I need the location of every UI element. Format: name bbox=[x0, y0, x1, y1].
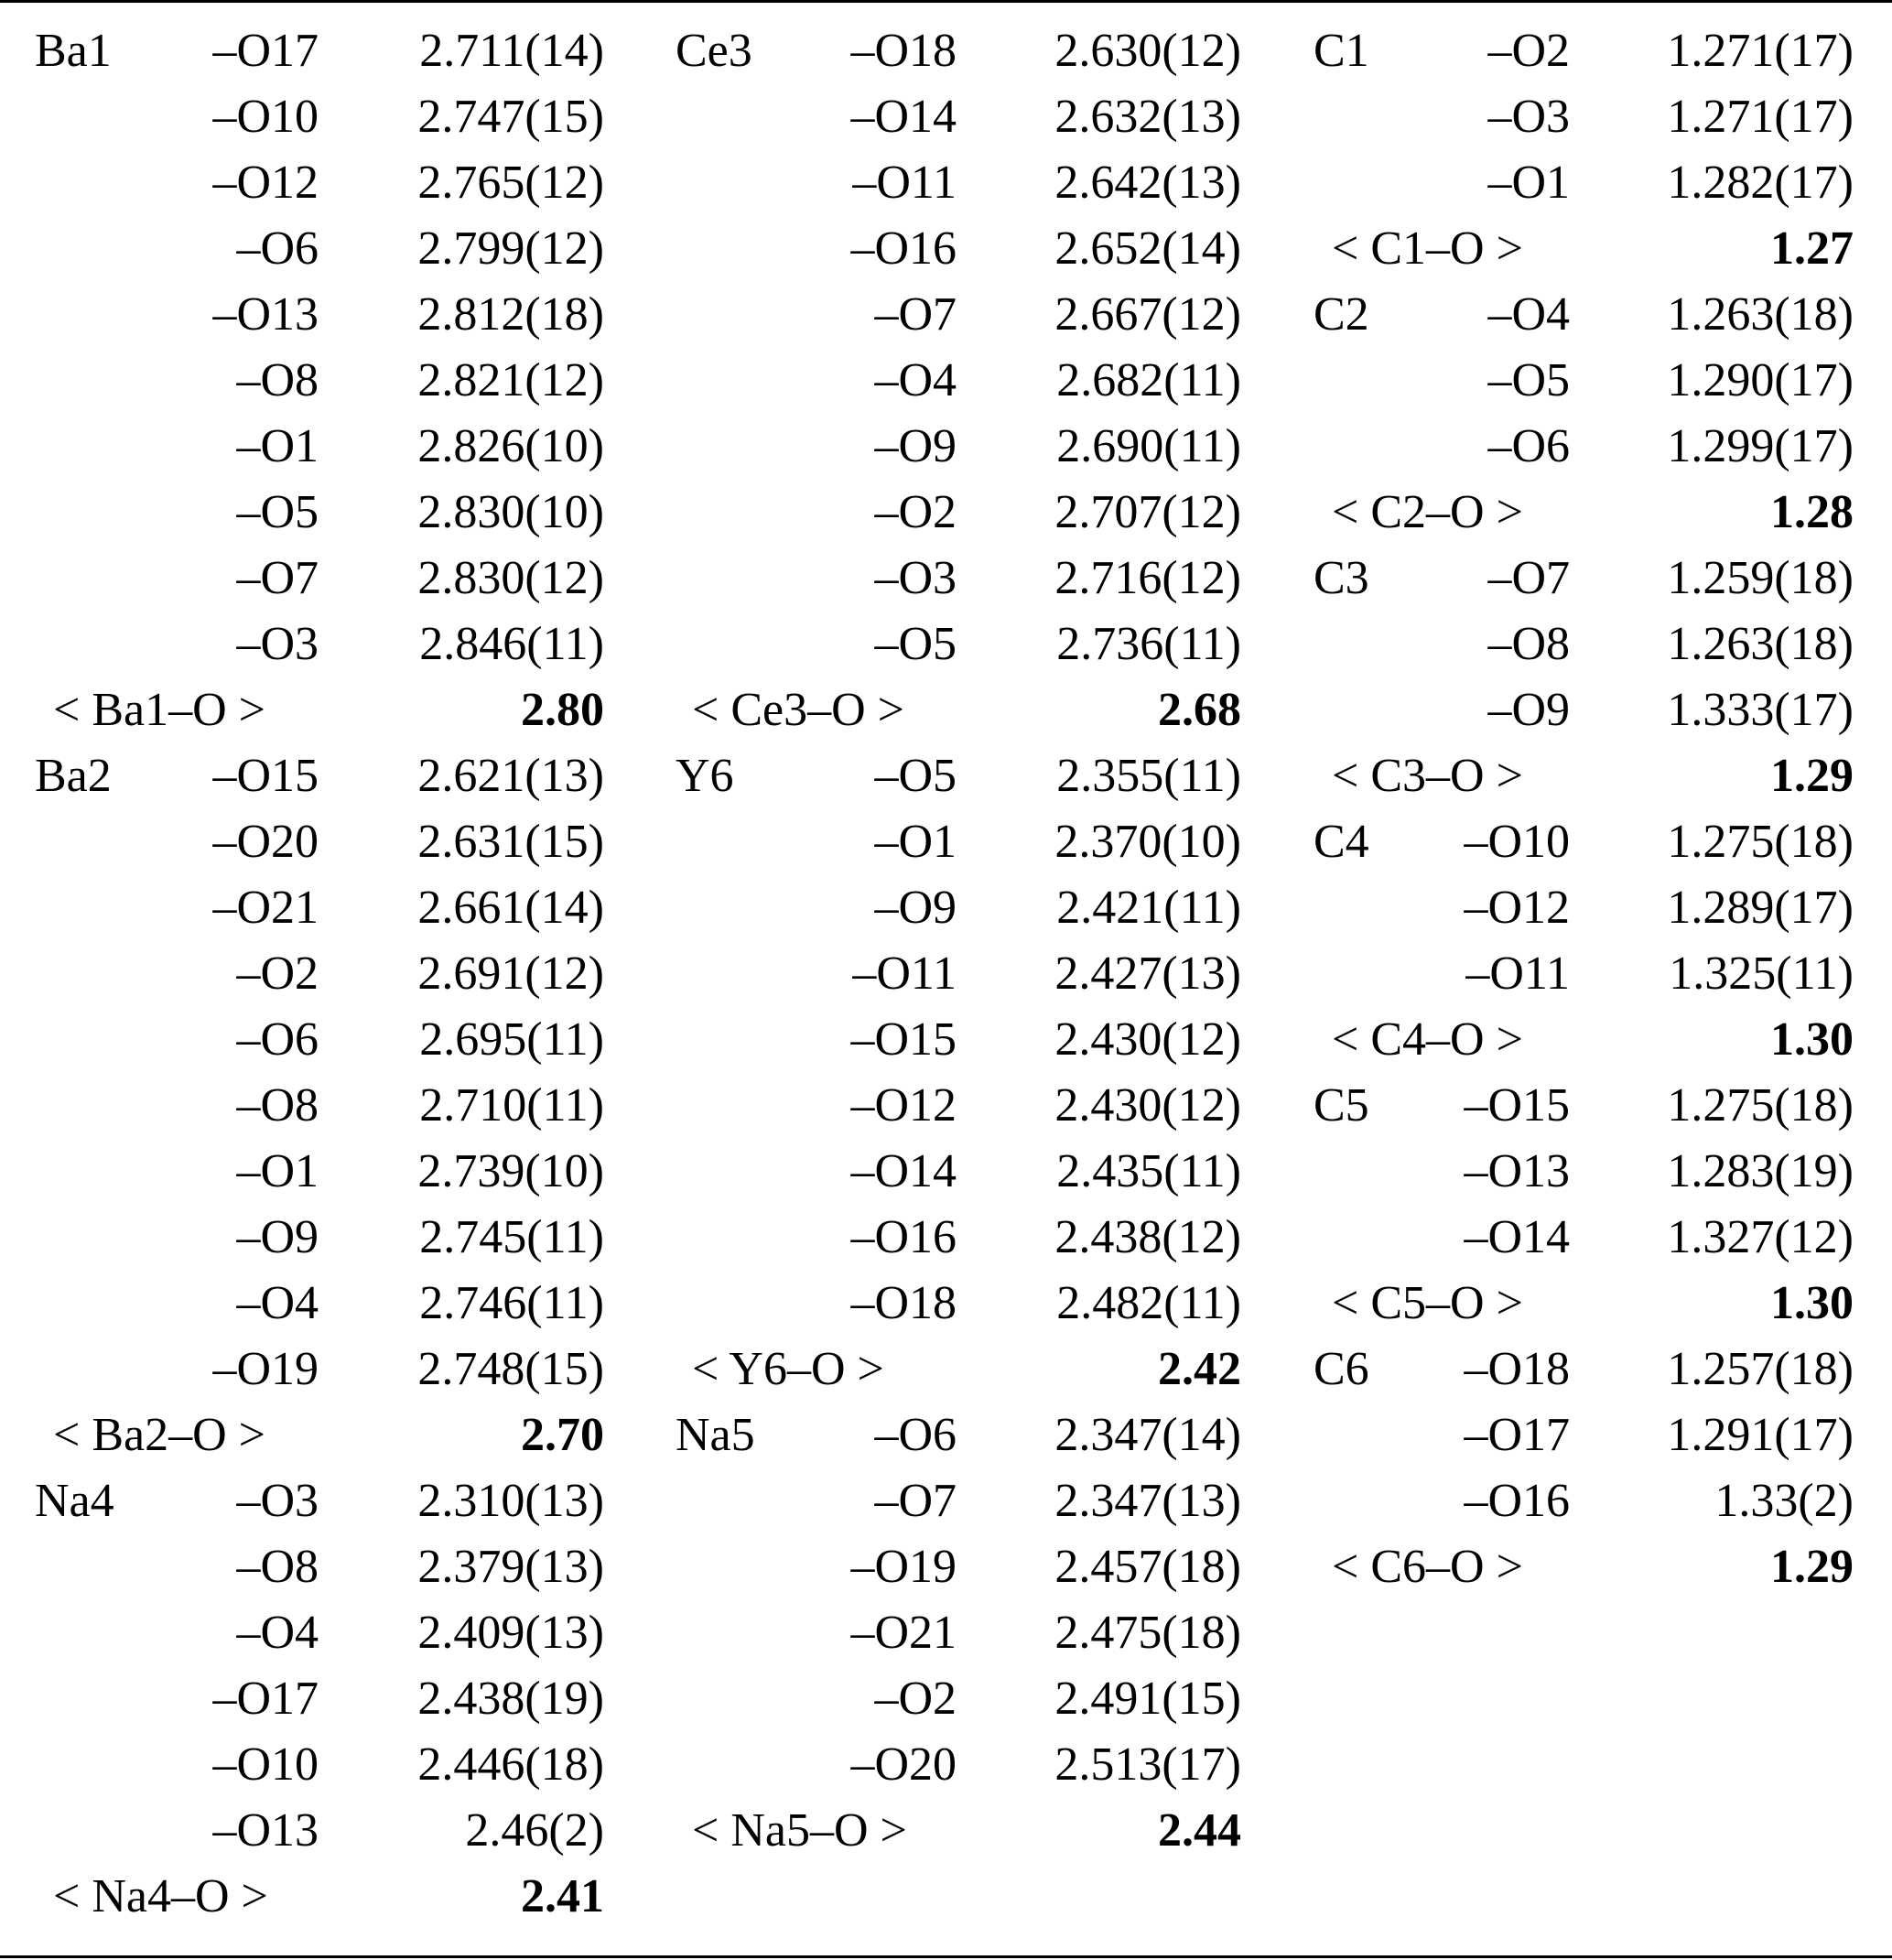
mean-distance-label: < C3–O > bbox=[1332, 750, 1523, 802]
bond-row bbox=[1314, 18, 1881, 84]
bond-row bbox=[35, 875, 676, 941]
ligand-atom: –O2 bbox=[874, 1673, 957, 1725]
ligand-atom: –O1 bbox=[1487, 157, 1570, 209]
ligand-atom: –O16 bbox=[850, 222, 957, 275]
mean-distance-row bbox=[676, 1798, 1316, 1864]
mean-distance-row bbox=[1314, 480, 1881, 546]
top-rule bbox=[0, 0, 1892, 3]
bond-row bbox=[35, 743, 676, 809]
mean-distance-label: < C2–O > bbox=[1332, 486, 1523, 538]
ligand-atom: –O13 bbox=[212, 1804, 319, 1857]
ligand-atom: –O3 bbox=[236, 1475, 319, 1527]
mean-distance-row bbox=[35, 1402, 676, 1468]
bond-distance: 2.430(12) bbox=[1054, 1079, 1241, 1132]
bond-row bbox=[35, 612, 676, 677]
bond-distance: 2.513(17) bbox=[1054, 1738, 1241, 1791]
bond-row bbox=[676, 18, 1316, 84]
mean-distance-row bbox=[35, 1864, 676, 1930]
central-atom: Y6 bbox=[676, 750, 734, 802]
central-atom: Ba2 bbox=[35, 750, 112, 802]
bond-distance: 1.283(19) bbox=[1667, 1145, 1854, 1197]
bond-row bbox=[35, 1205, 676, 1271]
bond-distance: 2.370(10) bbox=[1054, 816, 1241, 868]
ligand-atom: –O14 bbox=[850, 91, 957, 143]
ligand-atom: –O9 bbox=[236, 1211, 319, 1263]
bond-distance: 1.327(12) bbox=[1667, 1211, 1854, 1263]
bond-row bbox=[35, 1798, 676, 1864]
mean-distance-label: < C1–O > bbox=[1332, 222, 1523, 275]
mean-distance-value: 1.28 bbox=[1770, 486, 1854, 538]
bond-distance: 2.682(11) bbox=[1056, 354, 1241, 406]
bond-distance: 1.257(18) bbox=[1667, 1343, 1854, 1395]
bond-row bbox=[35, 150, 676, 216]
bond-row bbox=[1314, 414, 1881, 480]
ligand-atom: –O12 bbox=[212, 157, 319, 209]
ligand-atom: –O18 bbox=[850, 1277, 957, 1329]
bond-distance: 1.271(17) bbox=[1667, 25, 1854, 77]
bond-distance: 2.631(15) bbox=[417, 816, 604, 868]
mean-distance-label: < C5–O > bbox=[1332, 1277, 1523, 1329]
bond-row bbox=[676, 1271, 1316, 1337]
mean-distance-value: 2.42 bbox=[1158, 1343, 1241, 1395]
ligand-atom: –O12 bbox=[850, 1079, 957, 1132]
bond-row bbox=[676, 1666, 1316, 1732]
mean-distance-value: 2.44 bbox=[1158, 1804, 1241, 1857]
bond-row bbox=[676, 1007, 1316, 1073]
bond-distance: 2.621(13) bbox=[417, 750, 604, 802]
ligand-atom: –O13 bbox=[1464, 1145, 1570, 1197]
bond-distance: 2.830(10) bbox=[417, 486, 604, 538]
bond-row bbox=[35, 1600, 676, 1666]
bond-row bbox=[35, 348, 676, 414]
bond-distance: 1.290(17) bbox=[1667, 354, 1854, 406]
ligand-atom: –O3 bbox=[874, 552, 957, 604]
ligand-atom: –O14 bbox=[850, 1145, 957, 1197]
ligand-atom: –O2 bbox=[1487, 25, 1570, 77]
bond-distance: 1.333(17) bbox=[1667, 684, 1854, 736]
ligand-atom: –O7 bbox=[236, 552, 319, 604]
central-atom: Ba1 bbox=[35, 25, 112, 77]
bond-row bbox=[676, 1732, 1316, 1798]
bond-row bbox=[676, 941, 1316, 1007]
bond-row bbox=[676, 1139, 1316, 1205]
bond-row bbox=[35, 809, 676, 875]
bond-row bbox=[676, 150, 1316, 216]
bond-row bbox=[676, 84, 1316, 150]
bond-distance: 2.716(12) bbox=[1054, 552, 1241, 604]
ligand-atom: –O3 bbox=[1487, 91, 1570, 143]
central-atom: Ce3 bbox=[676, 25, 752, 77]
bond-row bbox=[35, 1007, 676, 1073]
bond-distance: 1.325(11) bbox=[1669, 948, 1854, 1000]
ligand-atom: –O15 bbox=[850, 1013, 957, 1066]
bond-distance: 2.691(12) bbox=[417, 948, 604, 1000]
bond-distance: 2.435(11) bbox=[1056, 1145, 1241, 1197]
bond-distance: 2.711(14) bbox=[419, 25, 604, 77]
bond-row bbox=[35, 414, 676, 480]
bond-row bbox=[35, 546, 676, 612]
central-atom: C5 bbox=[1314, 1079, 1369, 1132]
mean-distance-label: < Ba1–O > bbox=[53, 684, 265, 736]
bond-distance: 1.289(17) bbox=[1667, 882, 1854, 934]
mean-distance-value: 1.29 bbox=[1770, 750, 1854, 802]
bond-row bbox=[1314, 1205, 1881, 1271]
mean-distance-label: < Na5–O > bbox=[692, 1804, 907, 1857]
ligand-atom: –O19 bbox=[850, 1541, 957, 1593]
bond-distance: 2.765(12) bbox=[417, 157, 604, 209]
ligand-atom: –O16 bbox=[1464, 1475, 1570, 1527]
ligand-atom: –O13 bbox=[212, 288, 319, 341]
ligand-atom: –O9 bbox=[1487, 684, 1570, 736]
column-group-1 bbox=[35, 18, 676, 1930]
ligand-atom: –O20 bbox=[850, 1738, 957, 1791]
bond-distance: 2.690(11) bbox=[1056, 420, 1241, 472]
bond-distance: 2.846(11) bbox=[419, 618, 604, 670]
mean-distance-label: < C6–O > bbox=[1332, 1541, 1523, 1593]
bond-distance: 2.310(13) bbox=[417, 1475, 604, 1527]
ligand-atom: –O17 bbox=[212, 25, 319, 77]
bottom-rule bbox=[0, 1955, 1892, 1958]
bond-distance: 2.430(12) bbox=[1054, 1013, 1241, 1066]
bond-row bbox=[35, 282, 676, 348]
ligand-atom: –O18 bbox=[850, 25, 957, 77]
bond-row bbox=[676, 282, 1316, 348]
bond-row bbox=[1314, 348, 1881, 414]
ligand-atom: –O1 bbox=[236, 1145, 319, 1197]
ligand-atom: –O5 bbox=[1487, 354, 1570, 406]
ligand-atom: –O11 bbox=[1465, 948, 1570, 1000]
ligand-atom: –O17 bbox=[212, 1673, 319, 1725]
bond-distance: 2.746(11) bbox=[419, 1277, 604, 1329]
bond-distance: 2.661(14) bbox=[417, 882, 604, 934]
bond-row bbox=[1314, 150, 1881, 216]
central-atom: C3 bbox=[1314, 552, 1369, 604]
bond-distance: 1.33(2) bbox=[1714, 1475, 1854, 1527]
bond-distance: 2.46(2) bbox=[465, 1804, 604, 1857]
column-group-2 bbox=[676, 18, 1316, 1864]
ligand-atom: –O6 bbox=[874, 1409, 957, 1461]
ligand-atom: –O6 bbox=[1487, 420, 1570, 472]
ligand-atom: –O11 bbox=[852, 948, 957, 1000]
central-atom: C4 bbox=[1314, 816, 1369, 868]
ligand-atom: –O20 bbox=[212, 816, 319, 868]
bond-row bbox=[35, 941, 676, 1007]
mean-distance-value: 2.68 bbox=[1158, 684, 1241, 736]
bond-row bbox=[676, 1468, 1316, 1534]
bond-distance: 2.438(12) bbox=[1054, 1211, 1241, 1263]
bond-row bbox=[1314, 941, 1881, 1007]
mean-distance-label: < C4–O > bbox=[1332, 1013, 1523, 1066]
bond-distance: 2.652(14) bbox=[1054, 222, 1241, 275]
mean-distance-row bbox=[676, 1337, 1316, 1402]
mean-distance-label: < Ba2–O > bbox=[53, 1409, 265, 1461]
bond-distance: 2.745(11) bbox=[419, 1211, 604, 1263]
bond-row bbox=[1314, 677, 1881, 743]
bond-row bbox=[35, 18, 676, 84]
ligand-atom: –O6 bbox=[236, 222, 319, 275]
ligand-atom: –O5 bbox=[874, 750, 957, 802]
bond-distance: 2.409(13) bbox=[417, 1607, 604, 1659]
bond-row bbox=[676, 348, 1316, 414]
bond-row bbox=[676, 875, 1316, 941]
bond-row bbox=[676, 414, 1316, 480]
bond-row bbox=[35, 84, 676, 150]
mean-distance-row bbox=[1314, 743, 1881, 809]
bond-row bbox=[676, 809, 1316, 875]
bond-row bbox=[676, 1073, 1316, 1139]
ligand-atom: –O21 bbox=[850, 1607, 957, 1659]
bond-distance: 2.421(11) bbox=[1056, 882, 1241, 934]
bond-row bbox=[35, 1073, 676, 1139]
ligand-atom: –O14 bbox=[1464, 1211, 1570, 1263]
ligand-atom: –O1 bbox=[236, 420, 319, 472]
bond-distance: 2.812(18) bbox=[417, 288, 604, 341]
bond-distance: 2.739(10) bbox=[417, 1145, 604, 1197]
ligand-atom: –O10 bbox=[212, 91, 319, 143]
ligand-atom: –O1 bbox=[874, 816, 957, 868]
bond-row bbox=[1314, 1073, 1881, 1139]
bond-row bbox=[1314, 84, 1881, 150]
ligand-atom: –O4 bbox=[236, 1277, 319, 1329]
bond-row bbox=[676, 480, 1316, 546]
ligand-atom: –O5 bbox=[236, 486, 319, 538]
ligand-atom: –O18 bbox=[1464, 1343, 1570, 1395]
bond-distance: 2.667(12) bbox=[1054, 288, 1241, 341]
ligand-atom: –O17 bbox=[1464, 1409, 1570, 1461]
ligand-atom: –O9 bbox=[874, 420, 957, 472]
bond-distance: 2.821(12) bbox=[417, 354, 604, 406]
ligand-atom: –O5 bbox=[874, 618, 957, 670]
ligand-atom: –O8 bbox=[236, 1079, 319, 1132]
mean-distance-row bbox=[1314, 1271, 1881, 1337]
bond-distance: 1.263(18) bbox=[1667, 288, 1854, 341]
mean-distance-value: 1.29 bbox=[1770, 1541, 1854, 1593]
central-atom: Na5 bbox=[676, 1409, 755, 1461]
ligand-atom: –O19 bbox=[212, 1343, 319, 1395]
bond-row bbox=[35, 1337, 676, 1402]
ligand-atom: –O12 bbox=[1464, 882, 1570, 934]
bond-distance: 2.457(18) bbox=[1054, 1541, 1241, 1593]
bond-row bbox=[676, 1534, 1316, 1600]
bond-row bbox=[676, 216, 1316, 282]
ligand-atom: –O4 bbox=[1487, 288, 1570, 341]
central-atom: C6 bbox=[1314, 1343, 1369, 1395]
ligand-atom: –O21 bbox=[212, 882, 319, 934]
central-atom: Na4 bbox=[35, 1475, 114, 1527]
mean-distance-value: 1.27 bbox=[1770, 222, 1854, 275]
bond-distance: 2.347(13) bbox=[1054, 1475, 1241, 1527]
bond-distance: 1.275(18) bbox=[1667, 1079, 1854, 1132]
bond-row bbox=[35, 1534, 676, 1600]
bond-row bbox=[35, 1468, 676, 1534]
bond-row bbox=[1314, 1337, 1881, 1402]
ligand-atom: –O4 bbox=[874, 354, 957, 406]
ligand-atom: –O8 bbox=[236, 1541, 319, 1593]
mean-distance-row bbox=[35, 677, 676, 743]
mean-distance-label: < Ce3–O > bbox=[692, 684, 904, 736]
bond-distance: 2.642(13) bbox=[1054, 157, 1241, 209]
ligand-atom: –O7 bbox=[874, 1475, 957, 1527]
ligand-atom: –O10 bbox=[1464, 816, 1570, 868]
bond-row bbox=[676, 743, 1316, 809]
bond-row bbox=[1314, 282, 1881, 348]
mean-distance-value: 2.80 bbox=[521, 684, 604, 736]
mean-distance-row bbox=[676, 677, 1316, 743]
bond-row bbox=[1314, 1468, 1881, 1534]
bond-row bbox=[35, 1732, 676, 1798]
ligand-atom: –O4 bbox=[236, 1607, 319, 1659]
bond-distance: 2.630(12) bbox=[1054, 25, 1241, 77]
bond-row bbox=[35, 1139, 676, 1205]
central-atom: C2 bbox=[1314, 288, 1369, 341]
mean-distance-row bbox=[1314, 216, 1881, 282]
ligand-atom: –O16 bbox=[850, 1211, 957, 1263]
bond-distance: 2.347(14) bbox=[1054, 1409, 1241, 1461]
ligand-atom: –O2 bbox=[236, 948, 319, 1000]
ligand-atom: –O7 bbox=[1487, 552, 1570, 604]
ligand-atom: –O3 bbox=[236, 618, 319, 670]
bond-distance: 2.747(15) bbox=[417, 91, 604, 143]
bond-row bbox=[35, 480, 676, 546]
ligand-atom: –O7 bbox=[874, 288, 957, 341]
ligand-atom: –O6 bbox=[236, 1013, 319, 1066]
mean-distance-label: < Na4–O > bbox=[53, 1870, 268, 1922]
ligand-atom: –O10 bbox=[212, 1738, 319, 1791]
bond-row bbox=[35, 216, 676, 282]
bond-distance: 1.275(18) bbox=[1667, 816, 1854, 868]
bond-distance: 2.736(11) bbox=[1056, 618, 1241, 670]
bond-row bbox=[35, 1271, 676, 1337]
mean-distance-value: 1.30 bbox=[1770, 1277, 1854, 1329]
bond-distance: 2.446(18) bbox=[417, 1738, 604, 1791]
bond-row bbox=[1314, 612, 1881, 677]
column-group-3 bbox=[1314, 18, 1881, 1600]
bond-distance: 2.491(15) bbox=[1054, 1673, 1241, 1725]
bond-distance: 1.291(17) bbox=[1667, 1409, 1854, 1461]
ligand-atom: –O11 bbox=[852, 157, 957, 209]
ligand-atom: –O9 bbox=[874, 882, 957, 934]
ligand-atom: –O15 bbox=[212, 750, 319, 802]
bond-row bbox=[1314, 1402, 1881, 1468]
bond-distance: 2.748(15) bbox=[417, 1343, 604, 1395]
bond-row bbox=[1314, 875, 1881, 941]
bond-distance: 2.707(12) bbox=[1054, 486, 1241, 538]
ligand-atom: –O8 bbox=[236, 354, 319, 406]
mean-distance-value: 2.70 bbox=[521, 1409, 604, 1461]
bond-distance: 2.826(10) bbox=[417, 420, 604, 472]
bond-distance: 1.271(17) bbox=[1667, 91, 1854, 143]
mean-distance-value: 1.30 bbox=[1770, 1013, 1854, 1066]
mean-distance-value: 2.41 bbox=[521, 1870, 604, 1922]
ligand-atom: –O15 bbox=[1464, 1079, 1570, 1132]
bond-row bbox=[676, 1600, 1316, 1666]
bond-distance: 2.830(12) bbox=[417, 552, 604, 604]
bond-row bbox=[676, 1402, 1316, 1468]
mean-distance-row bbox=[1314, 1007, 1881, 1073]
mean-distance-label: < Y6–O > bbox=[692, 1343, 884, 1395]
ligand-atom: –O8 bbox=[1487, 618, 1570, 670]
mean-distance-row bbox=[1314, 1534, 1881, 1600]
bond-row bbox=[1314, 1139, 1881, 1205]
bond-row bbox=[1314, 546, 1881, 612]
bond-distance: 2.475(18) bbox=[1054, 1607, 1241, 1659]
bond-distance: 1.282(17) bbox=[1667, 157, 1854, 209]
bond-distance: 1.259(18) bbox=[1667, 552, 1854, 604]
bond-distance: 2.710(11) bbox=[419, 1079, 604, 1132]
bond-distance: 2.632(13) bbox=[1054, 91, 1241, 143]
bond-row bbox=[676, 546, 1316, 612]
ligand-atom: –O2 bbox=[874, 486, 957, 538]
bond-row bbox=[35, 1666, 676, 1732]
bond-distance: 2.695(11) bbox=[419, 1013, 604, 1066]
bond-distance: 1.263(18) bbox=[1667, 618, 1854, 670]
bond-row bbox=[676, 612, 1316, 677]
bond-distance: 2.355(11) bbox=[1056, 750, 1241, 802]
bond-distance: 2.438(19) bbox=[417, 1673, 604, 1725]
bond-distance: 2.799(12) bbox=[417, 222, 604, 275]
bond-distance: 2.379(13) bbox=[417, 1541, 604, 1593]
bond-row bbox=[1314, 809, 1881, 875]
bond-row bbox=[676, 1205, 1316, 1271]
central-atom: C1 bbox=[1314, 25, 1369, 77]
bond-distance: 2.482(11) bbox=[1056, 1277, 1241, 1329]
bond-distance: 1.299(17) bbox=[1667, 420, 1854, 472]
bond-distance: 2.427(13) bbox=[1054, 948, 1241, 1000]
